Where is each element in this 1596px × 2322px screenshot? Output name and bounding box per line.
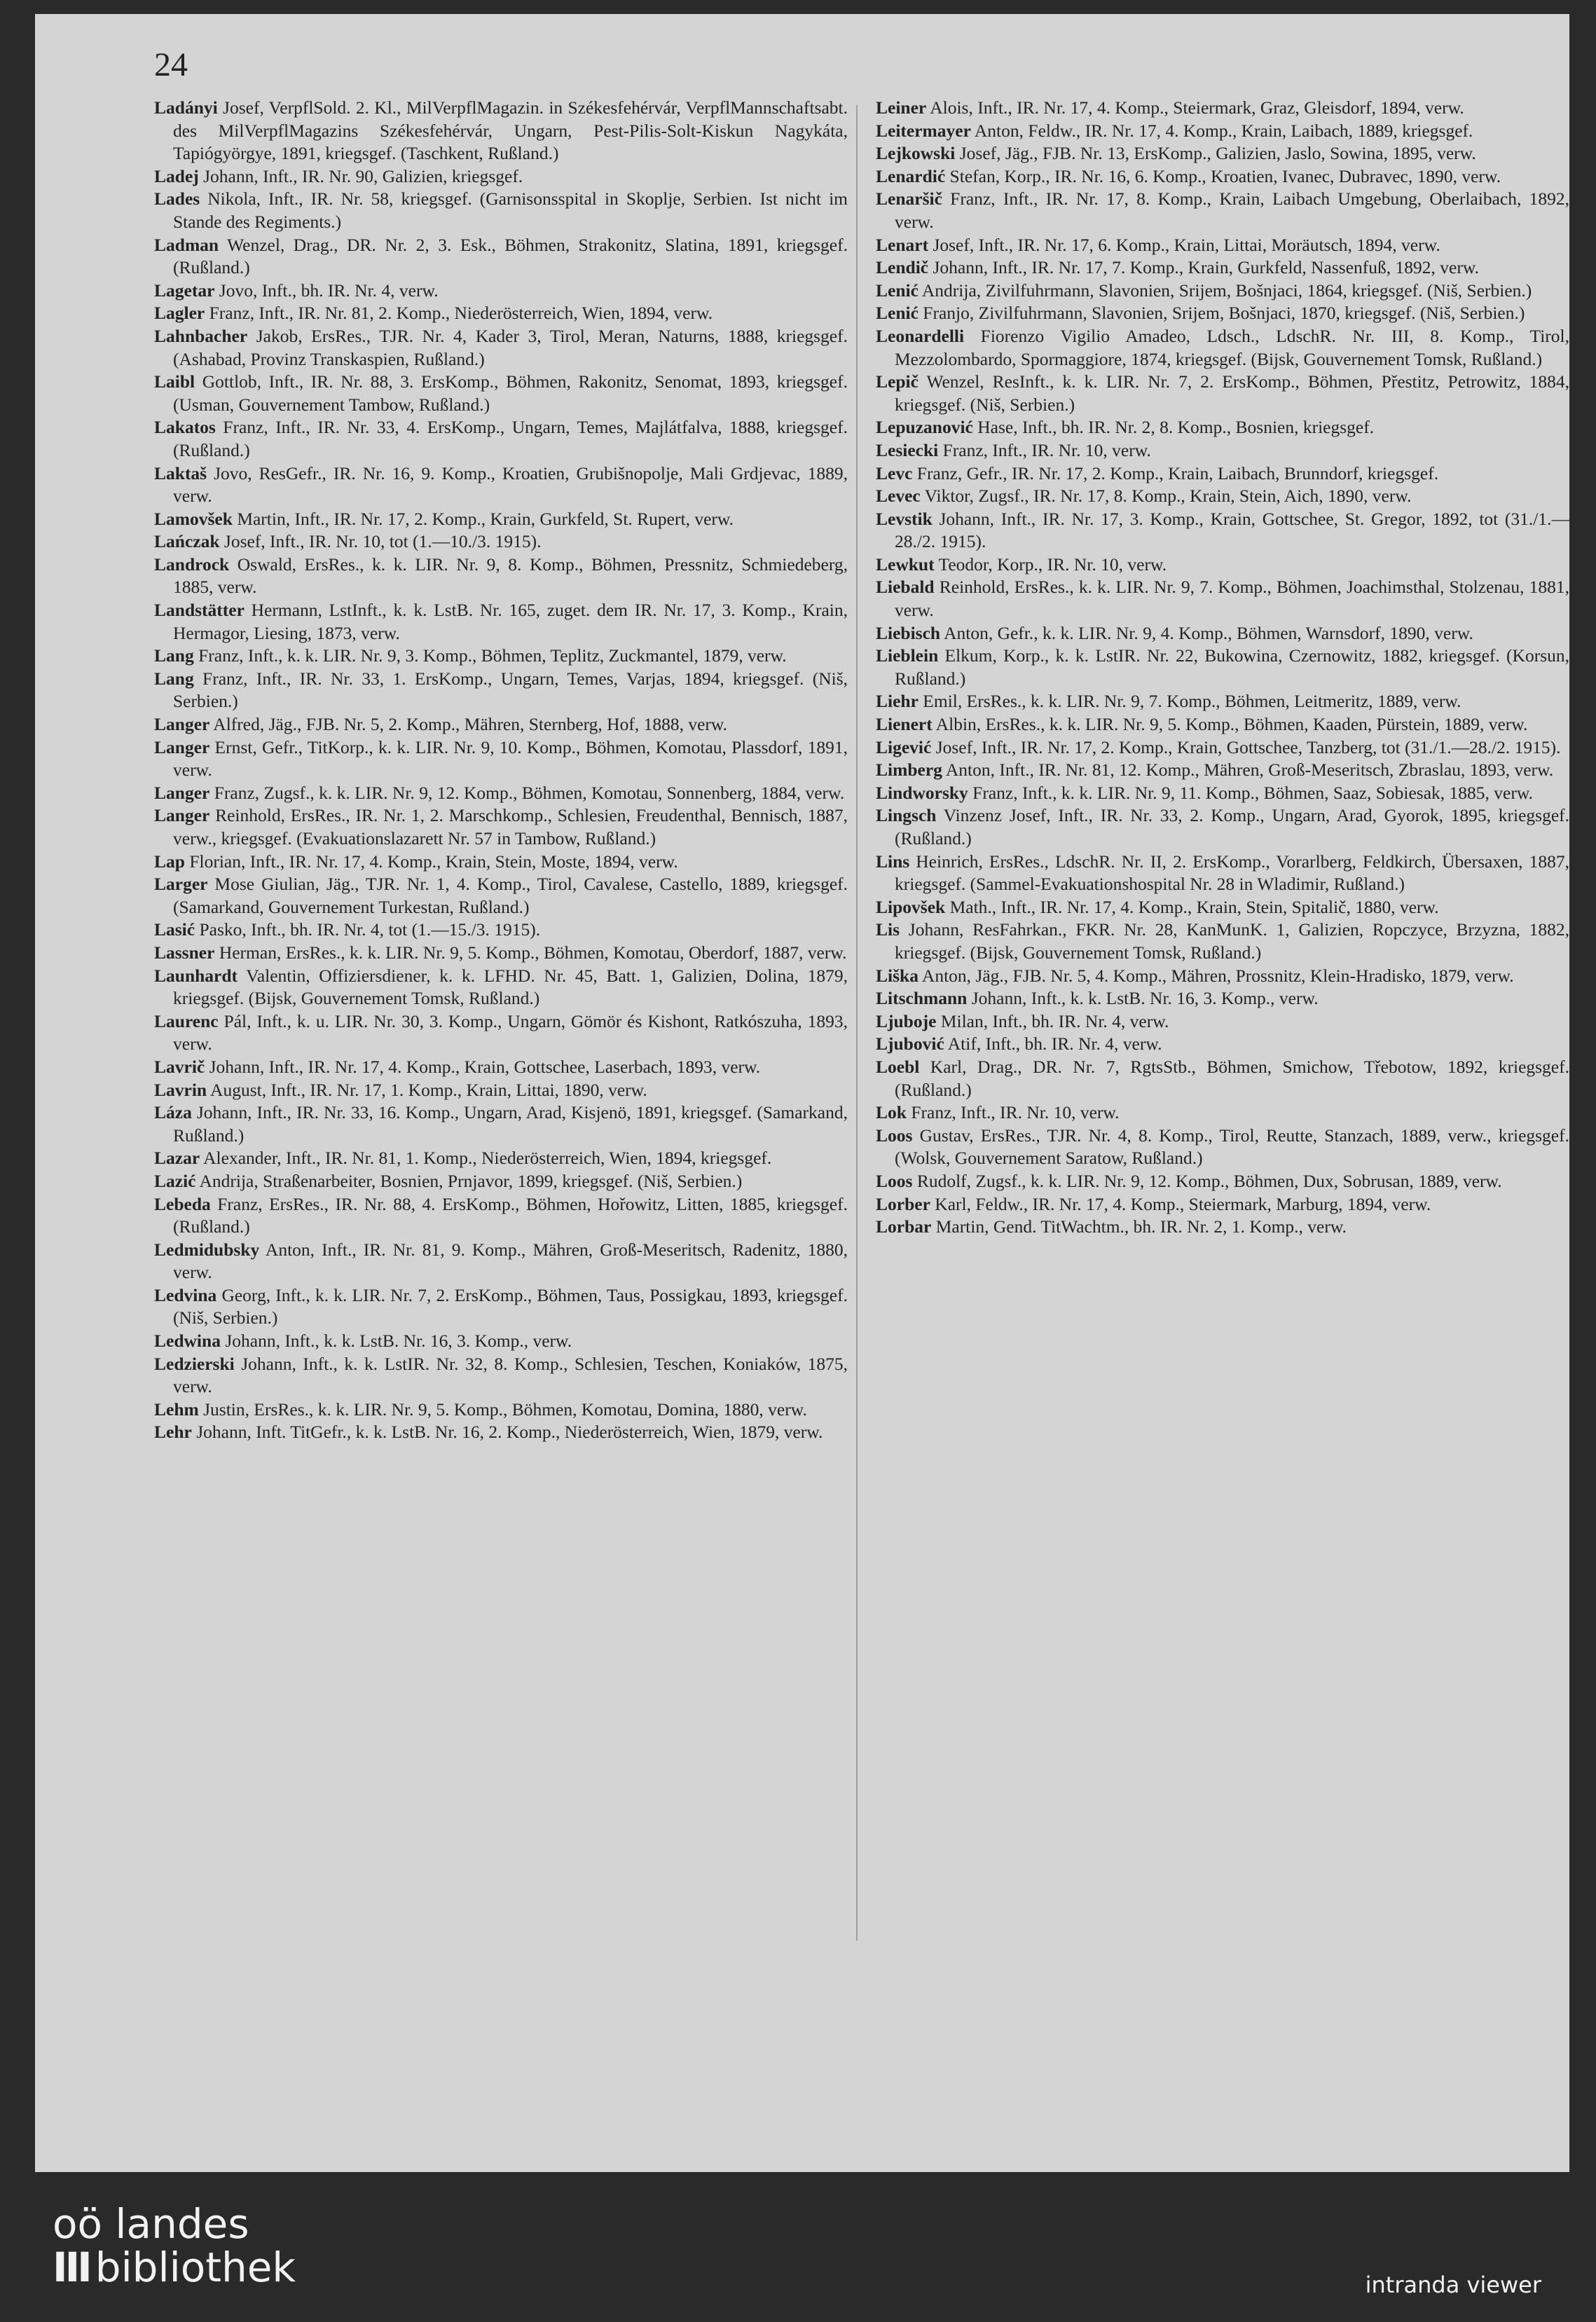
entry-surname: Laktaš bbox=[154, 462, 207, 483]
register-entry bbox=[154, 325, 848, 371]
entry-details: Josef, Jäg., FJB. Nr. 13, ErsKomp., Galizien, Jaslo, Sowina, 1895, verw. bbox=[955, 143, 1476, 164]
register-entry bbox=[154, 1239, 848, 1284]
library-logo[interactable] bbox=[53, 2202, 296, 2289]
register-entry bbox=[876, 188, 1569, 233]
entry-details: Franz, Inft., IR. Nr. 81, 2. Komp., Niederösterreich, Wien, 1894, verw. bbox=[205, 303, 713, 324]
entry-surname: Lewkut bbox=[876, 554, 935, 575]
register-entry bbox=[876, 622, 1569, 645]
entry-details: Andrija, Straßenarbeiter, Bosnien, Prnjavor, 1899, kriegsgef. (Niš, Serbien.) bbox=[195, 1170, 743, 1191]
register-entry bbox=[154, 1330, 848, 1353]
register-entry bbox=[154, 965, 848, 1010]
register-entry bbox=[154, 1170, 848, 1193]
register-entry bbox=[876, 1101, 1569, 1125]
register-entry bbox=[876, 896, 1569, 919]
register-entry bbox=[154, 302, 848, 325]
page-number: 24 bbox=[154, 46, 188, 83]
entry-surname: Ledmidubsky bbox=[154, 1239, 260, 1260]
entry-surname: Launhardt bbox=[154, 965, 238, 986]
entry-details: Gottlob, Inft., IR. Nr. 88, 3. ErsKomp., Böhmen, Rakonitz, Senomat, 1893, kriegsgef. (Usman, Gouvernement Tambow, Rußland.) bbox=[173, 371, 848, 415]
right-column bbox=[876, 97, 1569, 1239]
register-entry bbox=[876, 1216, 1569, 1239]
entry-surname: Langer bbox=[154, 736, 210, 757]
entry-details: Viktor, Zugsf., IR. Nr. 17, 8. Komp., Krain, Stein, Aich, 1890, verw. bbox=[920, 486, 1412, 507]
entry-surname: Lindworsky bbox=[876, 782, 968, 803]
entry-details: Milan, Inft., bh. IR. Nr. 4, verw. bbox=[936, 1010, 1169, 1031]
register-entry bbox=[876, 416, 1569, 439]
register-entry bbox=[876, 165, 1569, 188]
entry-details: Karl, Drag., DR. Nr. 7, RgtsStb., Böhmen, Smichow, Třebotow, 1892, kriegsgef. (Rußland.) bbox=[895, 1056, 1569, 1100]
entry-details: Martin, Inft., IR. Nr. 17, 2. Komp., Krain, Gurkfeld, St. Rupert, verw. bbox=[232, 508, 734, 529]
entry-details: Johann, Inft., IR. Nr. 17, 3. Komp., Krain, Gottschee, St. Gregor, 1892, tot (31./1.—28./2. 1915). bbox=[895, 508, 1569, 552]
entry-details: Alois, Inft., IR. Nr. 17, 4. Komp., Steiermark, Graz, Gleisdorf, 1894, verw. bbox=[926, 97, 1464, 118]
entry-details: Elkum, Korp., k. k. LstIR. Nr. 22, Bukowina, Czernowitz, 1882, kriegsgef. (Korsun, Rußland.) bbox=[895, 645, 1569, 689]
register-entry bbox=[154, 1101, 848, 1147]
entry-surname: Lejkowski bbox=[876, 143, 956, 164]
entry-details: Franz, Inft., IR. Nr. 17, 8. Komp., Krain, Laibach Umgebung, Oberlaibach, 1892, verw. bbox=[895, 188, 1569, 232]
entry-surname: Lingsch bbox=[876, 805, 937, 826]
register-entry bbox=[876, 987, 1569, 1010]
register-entry bbox=[154, 280, 848, 303]
register-entry bbox=[876, 965, 1569, 988]
entry-surname: Lagetar bbox=[154, 280, 215, 301]
left-column bbox=[154, 97, 848, 1444]
entry-details: Wenzel, Drag., DR. Nr. 2, 3. Esk., Böhmen, Strakonitz, Slatina, 1891, kriegsgef. (Rußland.) bbox=[173, 234, 848, 278]
entry-surname: Lorbar bbox=[876, 1216, 932, 1237]
register-entry bbox=[876, 302, 1569, 325]
entry-details: Anton, Jäg., FJB. Nr. 5, 4. Komp., Mähren, Prossnitz, Klein-Hradisko, 1879, verw. bbox=[918, 965, 1514, 986]
entry-details: Johann, Inft., IR. Nr. 17, 7. Komp., Krain, Gurkfeld, Nassenfuß, 1892, verw. bbox=[928, 257, 1479, 278]
entry-details: Martin, Gend. TitWachtm., bh. IR. Nr. 2, 1. Komp., verw. bbox=[931, 1216, 1347, 1237]
entry-surname: Liebisch bbox=[876, 622, 941, 643]
column-divider bbox=[856, 105, 858, 1941]
entry-details: Pasko, Inft., bh. IR. Nr. 4, tot (1.—15./3. 1915). bbox=[195, 919, 541, 940]
register-entry bbox=[154, 1284, 848, 1330]
entry-surname: Levec bbox=[876, 486, 921, 507]
entry-surname: Lasić bbox=[154, 919, 195, 940]
entry-surname: Lazar bbox=[154, 1148, 200, 1169]
entry-surname: Lieblein bbox=[876, 645, 939, 666]
register-entry bbox=[876, 919, 1569, 964]
entry-details: Johann, Inft., IR. Nr. 90, Galizien, kriegsgef. bbox=[198, 165, 523, 186]
entry-details: Johann, Inft., k. k. LstB. Nr. 16, 3. Komp., verw. bbox=[220, 1331, 572, 1352]
entry-details: Albin, ErsRes., k. k. LIR. Nr. 9, 5. Komp., Böhmen, Kaaden, Pürstein, 1889, verw. bbox=[932, 714, 1528, 735]
entry-details: Georg, Inft., k. k. LIR. Nr. 7, 2. ErsKomp., Böhmen, Taus, Possigkau, 1893, kriegsgef. (Niš, Serbien.) bbox=[173, 1284, 848, 1328]
register-entry bbox=[154, 942, 848, 965]
entry-surname: Lehm bbox=[154, 1399, 199, 1420]
register-entry bbox=[876, 554, 1569, 577]
register-entry bbox=[154, 736, 848, 782]
entry-details: Anton, Inft., IR. Nr. 81, 9. Komp., Mähren, Groß-Meseritsch, Radenitz, 1880, verw. bbox=[173, 1239, 848, 1283]
entry-surname: Láza bbox=[154, 1102, 192, 1123]
entry-surname: Lańczak bbox=[154, 531, 220, 552]
entry-surname: Ljuboje bbox=[876, 1010, 937, 1031]
entry-details: Josef, Inft., IR. Nr. 10, tot (1.—10./3. 1915). bbox=[219, 531, 542, 552]
entry-details: Johann, Inft. TitGefr., k. k. LstB. Nr. 16, 2. Komp., Niederösterreich, Wien, 1879, verw. bbox=[191, 1422, 823, 1443]
register-entry bbox=[154, 873, 848, 919]
register-entry bbox=[154, 508, 848, 531]
register-entry bbox=[876, 1170, 1569, 1193]
entry-surname: Lahnbacher bbox=[154, 325, 248, 346]
logo-line-2: bibliothek bbox=[95, 2244, 296, 2291]
entry-details: Johann, ResFahrkan., FKR. Nr. 28, KanMunK. 1, Galizien, Ropczyce, Brzyzna, 1882, kriegsgef. (Bijsk, Gouvernement Tomsk, Rußland.) bbox=[895, 919, 1569, 963]
entry-surname: Ladman bbox=[154, 234, 219, 255]
entry-surname: Lorber bbox=[876, 1193, 930, 1214]
entry-details: Franz, Inft., IR. Nr. 10, verw. bbox=[906, 1102, 1120, 1123]
entry-surname: Lakatos bbox=[154, 417, 216, 438]
entry-details: Wenzel, ResInft., k. k. LIR. Nr. 7, 2. ErsKomp., Böhmen, Přestitz, Petrowitz, 1884, kriegsgef. (Niš, Serbien.) bbox=[895, 371, 1569, 415]
entry-surname: Levc bbox=[876, 462, 913, 483]
entry-details: Josef, Inft., IR. Nr. 17, 6. Komp., Krain, Littai, Moräutsch, 1894, verw. bbox=[928, 234, 1440, 255]
register-entry bbox=[876, 280, 1569, 303]
entry-details: Reinhold, ErsRes., IR. Nr. 1, 2. Marschkomp., Schlesien, Freudenthal, Bennisch, 1887, verw., kriegsgef. (Evakuationslazarett Nr. 57 in Tambow, Rußland.) bbox=[173, 805, 848, 849]
entry-details: Karl, Feldw., IR. Nr. 17, 4. Komp., Steiermark, Marburg, 1894, verw. bbox=[930, 1193, 1431, 1214]
entry-surname: Lang bbox=[154, 668, 194, 689]
entry-details: Stefan, Korp., IR. Nr. 16, 6. Komp., Kroatien, Ivanec, Dubravec, 1890, verw. bbox=[945, 165, 1501, 186]
entry-details: Mose Giulian, Jäg., TJR. Nr. 1, 4. Komp., Tirol, Cavalese, Castello, 1889, kriegsgef. (Samarkand, Gouvernement Turkestan, Rußland.) bbox=[173, 874, 848, 917]
register-entry bbox=[876, 371, 1569, 416]
entry-surname: Langer bbox=[154, 805, 210, 826]
register-entry bbox=[876, 1125, 1569, 1170]
entry-details: Anton, Feldw., IR. Nr. 17, 4. Komp., Krain, Laibach, 1889, kriegsgef. bbox=[970, 120, 1473, 141]
entry-surname: Langer bbox=[154, 782, 210, 803]
entry-surname: Lis bbox=[876, 919, 900, 940]
entry-surname: Ledzierski bbox=[154, 1353, 235, 1374]
entry-details: Franz, Gefr., IR. Nr. 17, 2. Komp., Krain, Laibach, Brunndorf, kriegsgef. bbox=[912, 462, 1439, 483]
entry-details: Andrija, Zivilfuhrmann, Slavonien, Srijem, Bošnjaci, 1864, kriegsgef. (Niš, Serbien.) bbox=[918, 280, 1532, 301]
entry-details: Franz, Inft., IR. Nr. 10, verw. bbox=[938, 439, 1151, 460]
entry-details: Josef, Inft., IR. Nr. 17, 2. Komp., Krain, Gottschee, Tanzberg, tot (31./1.—28./2. 1915). bbox=[931, 736, 1561, 757]
entry-surname: Lipovšek bbox=[876, 896, 946, 917]
register-entry bbox=[154, 530, 848, 554]
entry-surname: Loebl bbox=[876, 1056, 920, 1077]
entry-surname: Lassner bbox=[154, 942, 215, 963]
register-entry bbox=[876, 690, 1569, 713]
register-entry bbox=[154, 1010, 848, 1056]
entry-details: Teodor, Korp., IR. Nr. 10, verw. bbox=[934, 554, 1167, 575]
entry-surname: Langer bbox=[154, 714, 210, 735]
entry-details: Pál, Inft., k. u. LIR. Nr. 30, 3. Komp., Ungarn, Gömör és Kishont, Ratkószuha, 1893, verw. bbox=[173, 1010, 848, 1054]
entry-details: Johann, Inft., k. k. LstB. Nr. 16, 3. Komp., verw. bbox=[967, 988, 1319, 1009]
register-entry bbox=[154, 1353, 848, 1399]
entry-surname: Lesiecki bbox=[876, 439, 939, 460]
entry-details: Florian, Inft., IR. Nr. 17, 4. Komp., Krain, Stein, Moste, 1894, verw. bbox=[184, 851, 678, 872]
entry-details: Johann, Inft., IR. Nr. 33, 16. Komp., Ungarn, Arad, Kisjenö, 1891, kriegsgef. (Samarkand, Rußland.) bbox=[173, 1102, 848, 1146]
entry-surname: Laibl bbox=[154, 371, 195, 392]
entry-surname: Loos bbox=[876, 1170, 913, 1191]
register-entry bbox=[876, 1010, 1569, 1033]
entry-surname: Lienert bbox=[876, 714, 933, 735]
register-entry bbox=[154, 668, 848, 713]
entry-surname: Landrock bbox=[154, 554, 230, 575]
register-entry bbox=[876, 1193, 1569, 1216]
entry-surname: Liehr bbox=[876, 691, 919, 712]
entry-details: Johann, Inft., IR. Nr. 17, 4. Komp., Krain, Gottschee, Laserbach, 1893, verw. bbox=[205, 1056, 761, 1077]
entry-surname: Ledvina bbox=[154, 1284, 217, 1305]
entry-surname: Lepuzanović bbox=[876, 417, 973, 438]
entry-surname: Lenić bbox=[876, 280, 919, 301]
register-entry bbox=[154, 97, 848, 165]
register-entry bbox=[154, 1193, 848, 1239]
entry-surname: Larger bbox=[154, 874, 208, 895]
entry-details: Franz, Inft., IR. Nr. 33, 4. ErsKomp., Ungarn, Temes, Majlátfalva, 1888, kriegsgef. (Rußland.) bbox=[173, 417, 848, 460]
entry-surname: Lenaršič bbox=[876, 188, 942, 209]
register-entry bbox=[876, 462, 1569, 486]
entry-surname: Lagler bbox=[154, 303, 205, 324]
entry-surname: Lades bbox=[154, 188, 200, 209]
entry-surname: Laurenc bbox=[154, 1010, 219, 1031]
entry-surname: Ladányi bbox=[154, 97, 218, 118]
register-entry bbox=[876, 120, 1569, 143]
register-entry bbox=[154, 1399, 848, 1422]
entry-surname: Lok bbox=[876, 1102, 907, 1123]
entry-details: Justin, ErsRes., k. k. LIR. Nr. 9, 5. Komp., Böhmen, Komotau, Domina, 1880, verw. bbox=[198, 1399, 807, 1420]
entry-details: Franz, Inft., IR. Nr. 33, 1. ErsKomp., Ungarn, Temes, Varjas, 1894, kriegsgef. (Niš, Serbien.) bbox=[173, 668, 848, 712]
entry-surname: Litschmann bbox=[876, 988, 968, 1009]
register-entry bbox=[154, 1421, 848, 1444]
entry-surname: Liebald bbox=[876, 577, 935, 598]
entry-surname: Leitermayer bbox=[876, 120, 971, 141]
register-entry bbox=[154, 188, 848, 233]
entry-details: Alfred, Jäg., FJB. Nr. 5, 2. Komp., Mähren, Sternberg, Hof, 1888, verw. bbox=[209, 714, 728, 735]
entry-surname: Liška bbox=[876, 965, 919, 986]
register-entry bbox=[154, 416, 848, 462]
entry-surname: Lang bbox=[154, 645, 194, 666]
entry-surname: Lavrič bbox=[154, 1056, 205, 1077]
register-entry bbox=[154, 919, 848, 942]
entry-details: Heinrich, ErsRes., LdschR. Nr. II, 2. ErsKomp., Vorarlberg, Feldkirch, Übersaxen, 1887, kriegsgef. (Sammel-Evakuationshospital Nr. 28 in Wladimir, Rußland.) bbox=[895, 851, 1569, 895]
entry-details: Gustav, ErsRes., TJR. Nr. 4, 8. Komp., Tirol, Reutte, Stanzach, 1889, verw., kriegsgef. (Wolsk, Gouvernement Saratow, Rußland.) bbox=[895, 1125, 1569, 1169]
register-entry bbox=[876, 142, 1569, 165]
register-entry bbox=[876, 256, 1569, 280]
entry-details: Alexander, Inft., IR. Nr. 81, 1. Komp., Niederösterreich, Wien, 1894, kriegsgef. bbox=[200, 1148, 772, 1169]
register-entry bbox=[154, 462, 848, 508]
entry-surname: Landstätter bbox=[154, 600, 245, 621]
entry-surname: Lebeda bbox=[154, 1193, 211, 1214]
register-entry bbox=[876, 759, 1569, 782]
register-entry bbox=[154, 599, 848, 645]
entry-details: Atif, Inft., bh. IR. Nr. 4, verw. bbox=[944, 1033, 1162, 1054]
entry-surname: Ljubović bbox=[876, 1033, 944, 1054]
entry-surname: Lap bbox=[154, 851, 185, 872]
entry-surname: Lins bbox=[876, 851, 910, 872]
entry-surname: Levstik bbox=[876, 508, 933, 529]
register-entry bbox=[876, 234, 1569, 257]
entry-details: Anton, Inft., IR. Nr. 81, 12. Komp., Mähren, Groß-Meseritsch, Zbraslau, 1893, verw. bbox=[942, 760, 1554, 781]
entry-details: Jakob, ErsRes., TJR. Nr. 4, Kader 3, Tirol, Meran, Naturns, 1888, kriegsgef. (Ashabad, Provinz Transkaspien, Rußland.) bbox=[173, 325, 848, 369]
register-entry bbox=[154, 554, 848, 599]
entry-details: Jovo, Inft., bh. IR. Nr. 4, verw. bbox=[214, 280, 439, 301]
register-entry bbox=[876, 508, 1569, 554]
register-entry bbox=[876, 851, 1569, 896]
register-entry bbox=[154, 713, 848, 736]
entry-details: Oswald, ErsRes., k. k. LIR. Nr. 9, 8. Komp., Böhmen, Pressnitz, Schmiedeberg, 1885, verw. bbox=[173, 554, 848, 598]
entry-surname: Leiner bbox=[876, 97, 927, 118]
entry-details: Valentin, Offiziersdiener, k. k. LFHD. Nr. 45, Batt. 1, Galizien, Dolina, 1879, kriegsgef. (Bijsk, Gouvernement Tomsk, Rußland.) bbox=[173, 965, 848, 1009]
register-entry bbox=[876, 645, 1569, 690]
register-entry bbox=[876, 713, 1569, 736]
entry-details: Franz, ErsRes., IR. Nr. 88, 4. ErsKomp., Böhmen, Hořowitz, Litten, 1885, kriegsgef. (Rußland.) bbox=[173, 1193, 848, 1237]
register-entry bbox=[876, 485, 1569, 508]
entry-details: Reinhold, ErsRes., k. k. LIR. Nr. 9, 7. Komp., Böhmen, Joachimsthal, Stolzenau, 1881, verw. bbox=[895, 577, 1569, 621]
register-entry bbox=[876, 97, 1569, 120]
register-entry bbox=[876, 439, 1569, 462]
entry-surname: Ladej bbox=[154, 165, 199, 186]
entry-details: Herman, ErsRes., k. k. LIR. Nr. 9, 5. Komp., Böhmen, Komotau, Oberdorf, 1887, verw. bbox=[214, 942, 847, 963]
register-entry bbox=[154, 371, 848, 416]
entry-details: Franz, Inft., k. k. LIR. Nr. 9, 3. Komp., Böhmen, Teplitz, Zuckmantel, 1879, verw. bbox=[193, 645, 787, 666]
register-entry bbox=[154, 1079, 848, 1102]
register-entry bbox=[154, 645, 848, 668]
entry-surname: Lamovšek bbox=[154, 508, 233, 529]
register-entry bbox=[154, 1147, 848, 1170]
entry-surname: Loos bbox=[876, 1125, 913, 1146]
entry-surname: Limberg bbox=[876, 760, 942, 781]
entry-details: Hermann, LstInft., k. k. LstB. Nr. 165, zuget. dem IR. Nr. 17, 3. Komp., Krain, Hermagor, Liesing, 1873, verw. bbox=[173, 600, 848, 643]
register-entry bbox=[876, 804, 1569, 850]
logo-line-1: oö landes bbox=[53, 2200, 249, 2248]
entry-details: Franjo, Zivilfuhrmann, Slavonien, Srijem, Bošnjaci, 1870, kriegsgef. (Niš, Serbien.) bbox=[918, 303, 1525, 324]
entry-surname: Lenić bbox=[876, 303, 919, 324]
entry-surname: Ledwina bbox=[154, 1331, 221, 1352]
register-entry bbox=[876, 1056, 1569, 1101]
entry-surname: Lavrin bbox=[154, 1079, 207, 1100]
register-entry bbox=[876, 576, 1569, 621]
entry-details: Emil, ErsRes., k. k. LIR. Nr. 9, 7. Komp., Böhmen, Leitmeritz, 1889, verw. bbox=[918, 691, 1461, 712]
register-entry bbox=[154, 165, 848, 188]
entry-surname: Lenardić bbox=[876, 165, 946, 186]
entry-details: Rudolf, Zugsf., k. k. LIR. Nr. 9, 12. Komp., Böhmen, Dux, Sobrusan, 1889, verw. bbox=[912, 1170, 1502, 1191]
register-entry bbox=[154, 782, 848, 805]
entry-surname: Lehr bbox=[154, 1422, 192, 1443]
entry-details: August, Inft., IR. Nr. 17, 1. Komp., Krain, Littai, 1890, verw. bbox=[207, 1079, 647, 1100]
entry-details: Franz, Inft., k. k. LIR. Nr. 9, 11. Komp., Böhmen, Saaz, Sobiesak, 1885, verw. bbox=[968, 782, 1533, 803]
register-entry bbox=[876, 782, 1569, 805]
entry-details: Nikola, Inft., IR. Nr. 58, kriegsgef. (Garnisonsspital in Skoplje, Serbien. Ist nicht im Stande des Regiments.) bbox=[173, 188, 848, 232]
entry-details: Franz, Zugsf., k. k. LIR. Nr. 9, 12. Komp., Böhmen, Komotau, Sonnenberg, 1884, verw. bbox=[209, 782, 845, 803]
entry-details: Johann, Inft., k. k. LstIR. Nr. 32, 8. Komp., Schlesien, Teschen, Koniaków, 1875, verw. bbox=[173, 1353, 848, 1397]
register-entry bbox=[876, 325, 1569, 371]
register-entry bbox=[876, 736, 1569, 760]
entry-details: Anton, Gefr., k. k. LIR. Nr. 9, 4. Komp., Böhmen, Warnsdorf, 1890, verw. bbox=[940, 622, 1473, 643]
entry-surname: Lazić bbox=[154, 1170, 196, 1191]
register-entry bbox=[154, 851, 848, 874]
entry-details: Ernst, Gefr., TitKorp., k. k. LIR. Nr. 9, 10. Komp., Böhmen, Komotau, Plassdorf, 1891, verw. bbox=[173, 736, 848, 781]
entry-surname: Leonardelli bbox=[876, 325, 965, 346]
scanned-page bbox=[35, 14, 1569, 2172]
register-entry bbox=[876, 1033, 1569, 1056]
entry-details: Hase, Inft., bh. IR. Nr. 2, 8. Komp., Bosnien, kriegsgef. bbox=[972, 417, 1375, 438]
register-entry bbox=[154, 1056, 848, 1079]
entry-surname: Lepič bbox=[876, 371, 919, 392]
entry-surname: Lenart bbox=[876, 234, 929, 255]
entry-details: Jovo, ResGefr., IR. Nr. 16, 9. Komp., Kroatien, Grubišnopolje, Mali Grdjevac, 1889, verw. bbox=[173, 462, 848, 507]
viewer-label: intranda viewer bbox=[1365, 2272, 1541, 2298]
entry-details: Fiorenzo Vigilio Amadeo, Ldsch., LdschR. Nr. III, 8. Komp., Tirol, Mezzolombardo, Spormaggiore, 1874, kriegsgef. (Bijsk, Gouvernement Tomsk, Rußland.) bbox=[895, 325, 1569, 369]
entry-details: Vinzenz Josef, Inft., IR. Nr. 33, 2. Komp., Ungarn, Arad, Gyorok, 1895, kriegsgef. (Rußland.) bbox=[895, 805, 1569, 849]
entry-surname: Lendič bbox=[876, 257, 929, 278]
logo-bars: III bbox=[53, 2244, 90, 2291]
entry-details: Josef, VerpflSold. 2. Kl., MilVerpflMagazin. in Székesfehérvár, VerpflMannschaftsabt. des MilVerpflMagazins Székesfehérvár, Ungarn, Pest-Pilis-Solt-Kiskun Nagykáta, Tapiógyörgye, 1891, kriegsgef. (Taschkent, Rußland.) bbox=[173, 97, 848, 164]
register-entry bbox=[154, 804, 848, 850]
entry-details: Math., Inft., IR. Nr. 17, 4. Komp., Krain, Stein, Spitalič, 1880, verw. bbox=[945, 896, 1439, 917]
entry-surname: Ligević bbox=[876, 736, 932, 757]
register-entry bbox=[154, 234, 848, 280]
